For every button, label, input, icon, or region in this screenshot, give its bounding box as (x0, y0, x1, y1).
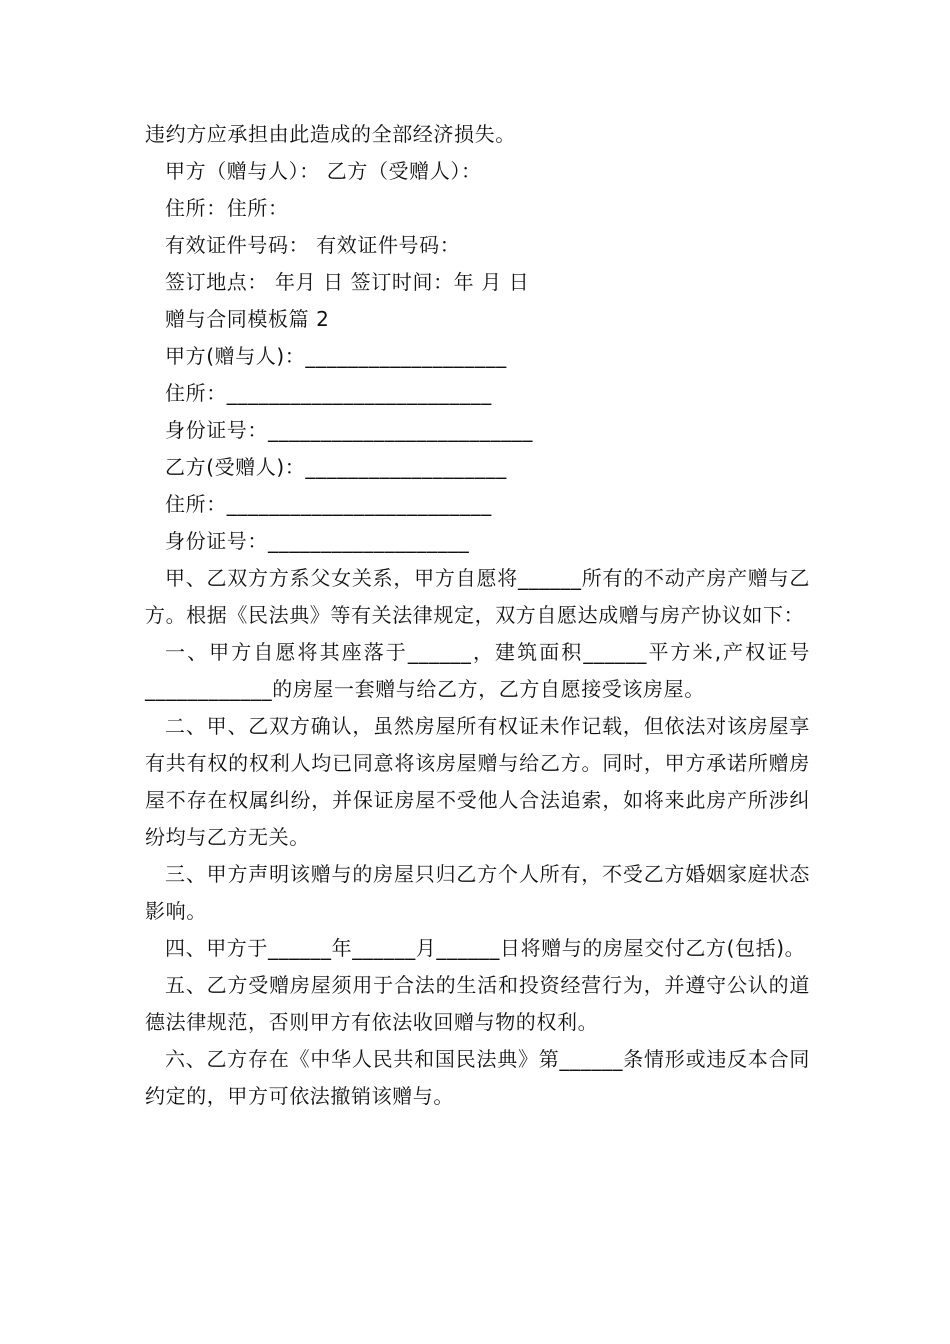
paragraph-clause-6: 六、乙方存在《中华人民共和国民法典》第______条情形或违反本合同约定的，甲方可依法撤销该赠与。 (145, 1047, 810, 1108)
paragraph-clause-1: 一、甲方自愿将其座落于______，建筑面积______平方米,产权证号____________的房屋一套赠与给乙方，乙方自愿接受该房屋。 (145, 640, 810, 701)
donor-address-field: 住所：_________________________ (165, 381, 492, 405)
document-body (145, 116, 810, 1115)
donor-field: 甲方(赠与人)：___________________ (165, 344, 507, 368)
signing-place-time: 签订地点： 年月 日 签订时间：年 月 日 (165, 270, 530, 294)
donee-field: 乙方(受赠人)：___________________ (165, 455, 507, 479)
donor-id-field: 身份证号：_________________________ (165, 418, 533, 442)
paragraph-clause-4: 四、甲方于______年______月______日将赠与的房屋交付乙方(包括)。 (165, 936, 806, 960)
donee-address-field: 住所：_________________________ (165, 492, 492, 516)
address-header: 住所：住所： (165, 196, 289, 220)
parties-header: 甲方（赠与人）： 乙方（受赠人）： (165, 159, 482, 183)
paragraph-clause-3: 三、甲方声明该赠与的房屋只归乙方个人所有，不受乙方婚姻家庭状态影响。 (145, 862, 810, 923)
paragraph-clause-2: 二、甲、乙双方确认，虽然房屋所有权证未作记载，但依法对该房屋享有共有权的权利人均已同意将该房屋赠与给乙方。同时，甲方承诺所赠房屋不存在权属纠纷，并保证房屋不受他人合法追索，如将来此房产所涉纠纷均与乙方无关。 (145, 714, 810, 849)
paragraph-clause-5: 五、乙方受赠房屋须用于合法的生活和投资经营行为，并遵守公认的道德法律规范，否则甲方有依法收回赠与物的权利。 (145, 973, 810, 1034)
id-number-header: 有效证件号码： 有效证件号码： (165, 233, 461, 257)
section-title: 赠与合同模板篇 2 (165, 307, 330, 331)
text-line-loss-clause: 违约方应承担由此造成的全部经济损失。 (145, 122, 516, 146)
donee-id-field: 身份证号：___________________ (165, 529, 470, 553)
paragraph-intro: 甲、乙双方方系父女关系，甲方自愿将______所有的不动产房产赠与乙方。根据《民法典》等有关法律规定，双方自愿达成赠与房产协议如下： (145, 566, 810, 627)
